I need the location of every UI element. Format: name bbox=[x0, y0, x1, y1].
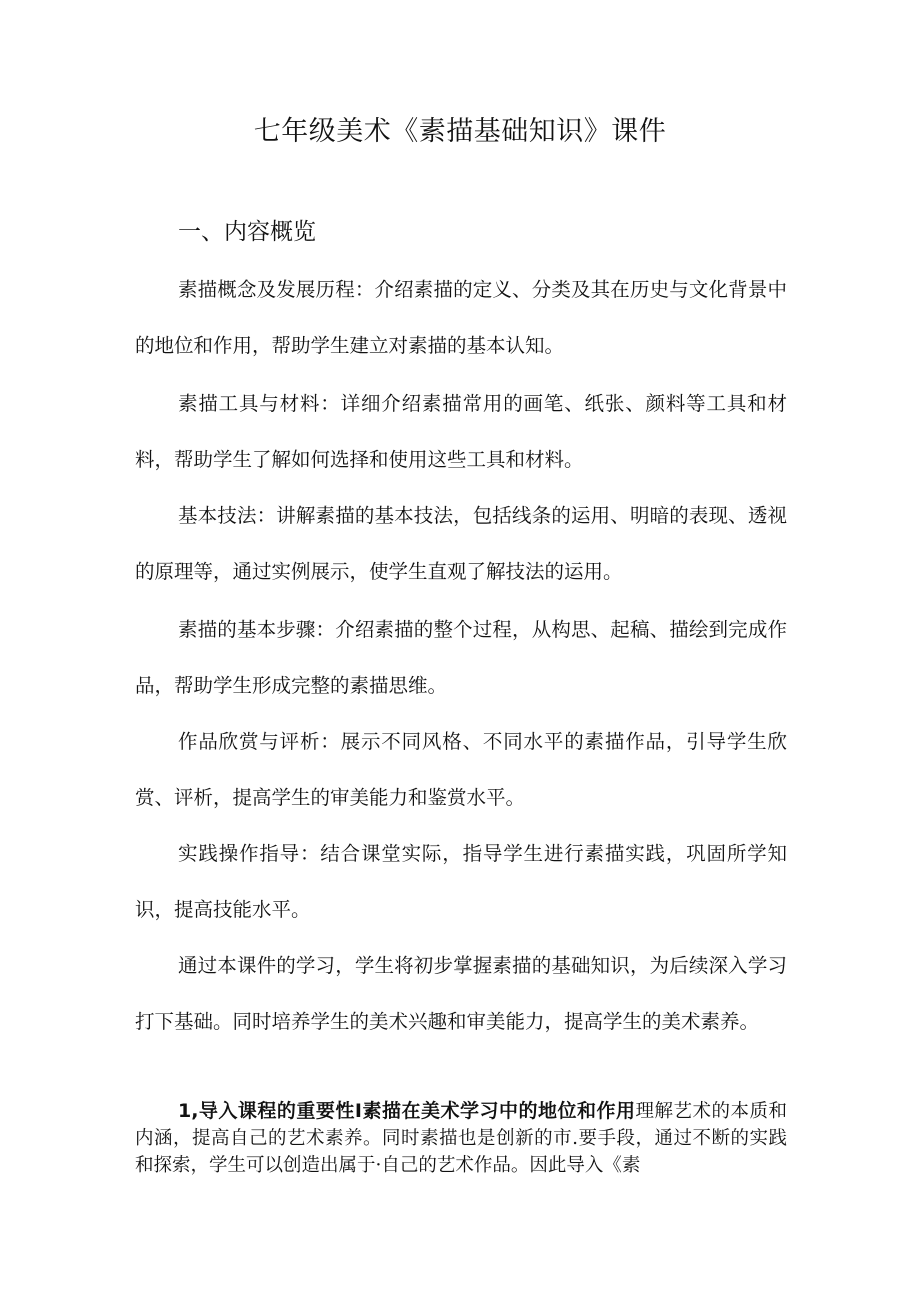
section-heading: 一、内容概览 bbox=[178, 219, 316, 245]
subsection-paragraph bbox=[135, 1098, 787, 1179]
paragraph-summary: 通过本课件的学习，学生将初步掌握素描的基础知识，为后续深入学习打下基础。同时培养学生的美术兴趣和审美能力，提高学生的美术素养。 bbox=[135, 954, 787, 1033]
paragraph-appreciation: 作品欣赏与评析：展示不同风格、不同水平的素描作品，引导学生欣赏、评析，提高学生的审美能力和鉴赏水平。 bbox=[135, 730, 787, 809]
paragraph-practice-guide: 实践操作指导：结合课堂实际，指导学生进行素描实践，巩固所学知识，提高技能水平。 bbox=[135, 842, 787, 921]
paragraph-sketch-concept: 素描概念及发展历程：介绍素描的定义、分类及其在历史与文化背景中的地位和作用，帮助学生建立对素描的基本认知。 bbox=[135, 278, 787, 357]
paragraph-tools-materials: 素描工具与材料：详细介绍素描常用的画笔、纸张、颜料等工具和材料，帮助学生了解如何选择和使用这些工具和材料。 bbox=[135, 392, 787, 471]
subsection-body: 理解艺术的本质和内涵，提高自己的艺术素养。同时素描也是创新的市.要手段，通过不断的实践和探索，学生可以创造出属于·自己的艺术作品。因此导入《素 bbox=[135, 1101, 787, 1176]
subsection-heading: 1,导入课程的重要性I素描在美术学习中的地位和作用 bbox=[178, 1100, 636, 1122]
document-title: 七年级美术《素描基础知识》课件 bbox=[253, 116, 667, 147]
paragraph-basic-steps: 素描的基本步骤：介绍素描的整个过程，从构思、起稿、描绘到完成作品，帮助学生形成完整的素描思维。 bbox=[135, 618, 787, 697]
paragraph-basic-techniques: 基本技法：讲解素描的基本技法，包括线条的运用、明暗的表现、透视的原理等，通过实例展示，使学生直观了解技法的运用。 bbox=[135, 504, 787, 583]
